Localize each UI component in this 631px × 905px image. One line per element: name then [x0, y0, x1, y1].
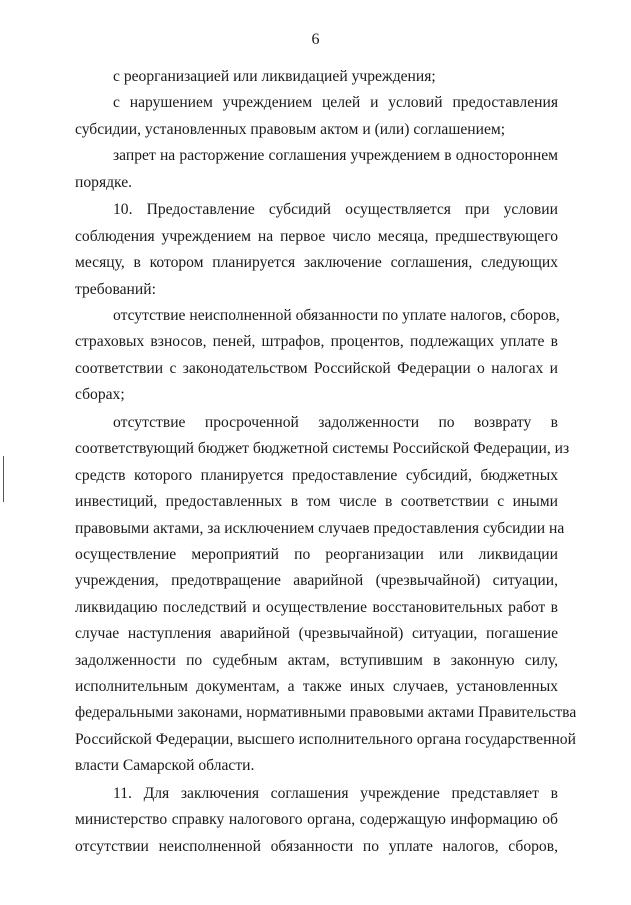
text-line: страховых взносов, пеней, штрафов, процентов, подлежащих уплате в [75, 333, 558, 351]
text-line: отсутствие неисполненной обязанности по уплате налогов, сборов, [113, 307, 560, 325]
text-line: Российской Федерации, высшего исполнительного органа государственной [75, 730, 576, 748]
text-line: с реорганизацией или ликвидацией учреждения; [113, 68, 436, 85]
text-line: сборах; [75, 386, 125, 404]
text-line: соответствующий бюджет бюджетной системы Российской Федерации, из [75, 440, 570, 458]
text-line: месяцу, в котором планируется заключение соглашения, следующих [75, 254, 558, 272]
text-line: учреждения, предотвращение аварийной (чрезвычайной) ситуации, [75, 572, 558, 590]
page-number: 6 [311, 31, 320, 48]
text-line: запрет на расторжение соглашения учреждением в одностороннем [113, 147, 558, 165]
text-line: власти Самарской области. [75, 757, 255, 775]
text-line: задолженности по судебным актам, вступившим в законную силу, [75, 651, 558, 669]
text-line: с нарушением учреждением целей и условий предоставления [113, 94, 558, 112]
text-line: исполнительным документам, а также иных случаев, установленных [75, 677, 558, 695]
text-line: министерство справку налогового органа, содержащую информацию об [75, 811, 558, 829]
margin-mark [3, 456, 4, 502]
text-line: ликвидацию последствий и осуществление восстановительных работ в [75, 598, 558, 616]
text-line: федеральными законами, нормативными правовыми актами Правительства [75, 704, 577, 722]
text-line: правовыми актами, за исключением случаев предоставления субсидии на [75, 519, 565, 537]
text-line: инвестиций, предоставленных в том числе в соответствии с иными [75, 493, 558, 511]
text-line: осуществление мероприятий по реорганизации или ликвидации [75, 546, 558, 564]
text-line: отсутствии неисполненной обязанности по уплате налогов, сборов, [75, 837, 558, 855]
text-line: субсидии, установленных правовым актом и (или) соглашением; [75, 120, 506, 138]
text-line: средств которого планируется предоставление субсидий, бюджетных [75, 466, 558, 484]
text-line: случае наступления аварийной (чрезвычайной) ситуации, погашение [75, 625, 558, 643]
text-line: соответствии с законодательством Российской Федерации о налогах и [75, 359, 558, 377]
text-line: 11. Для заключения соглашения учреждение представляет в [113, 785, 558, 803]
text-line: отсутствие просроченной задолженности по возврату в [113, 414, 558, 432]
text-line: требований: [75, 280, 156, 298]
document-body [75, 64, 577, 860]
text-line: 10. Предоставление субсидий осуществляется при условии [113, 201, 558, 219]
text-line: порядке. [75, 173, 133, 191]
text-line: соблюдения учреждением на первое число месяца, предшествующего [75, 227, 558, 245]
